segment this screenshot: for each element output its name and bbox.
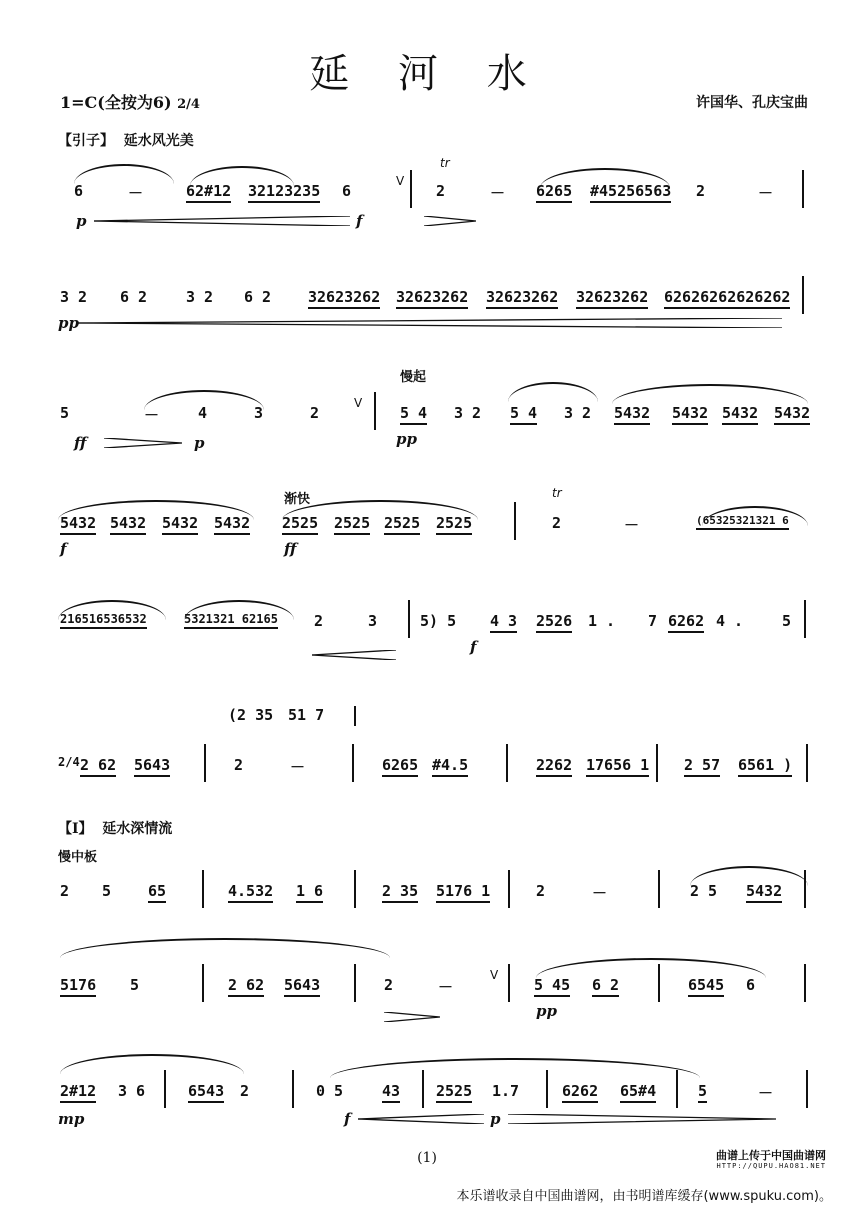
note: 0 5: [316, 1082, 344, 1100]
decrescendo-hairpin: [358, 1114, 484, 1122]
barline: [354, 706, 356, 726]
note: 32623262: [396, 288, 468, 309]
barline: [352, 744, 354, 782]
note: 6561 ): [738, 756, 792, 777]
note: 2: [314, 612, 324, 630]
note: 7: [648, 612, 658, 630]
barline: [410, 170, 412, 208]
note: 5432: [614, 404, 650, 425]
note: 2: [696, 182, 706, 200]
note: 5) 5: [420, 612, 457, 630]
note: 2525: [334, 514, 370, 535]
watermark-line-1: 曲谱上传于中国曲谱网: [716, 1149, 826, 1162]
note: (65325321321 6: [696, 514, 789, 530]
breath-mark: V: [490, 968, 499, 982]
note: 2 5: [690, 882, 718, 900]
decrescendo-hairpin: [312, 650, 396, 658]
slur: [58, 500, 254, 520]
note: 6543: [188, 1082, 224, 1103]
barline: [802, 276, 804, 314]
note: 5432: [162, 514, 198, 535]
score-line-6: [58, 756, 814, 786]
note: 2525: [436, 514, 472, 535]
tempo-slow-start: 慢起: [400, 370, 427, 385]
note: 4: [198, 404, 208, 422]
barline: [802, 170, 804, 208]
barline: [354, 870, 356, 908]
dynamic-pp: pp: [396, 430, 417, 448]
dynamic-ff: ff: [284, 540, 297, 558]
note: 32623262: [308, 288, 380, 309]
barline: [202, 964, 204, 1002]
note: 3 2: [186, 288, 214, 306]
barline: [292, 1070, 294, 1108]
note: 5176: [60, 976, 96, 997]
note: 2 62: [228, 976, 264, 997]
slur: [60, 938, 390, 958]
slur: [330, 1058, 700, 1078]
slur: [702, 506, 808, 526]
dynamic-f: f: [344, 1110, 351, 1128]
note: 6 2: [592, 976, 619, 997]
section-1-heading: [58, 818, 172, 838]
slur: [536, 958, 766, 978]
note: 2: [60, 882, 70, 900]
slur: [690, 866, 808, 886]
note: 1 .: [588, 612, 616, 630]
note: 2262: [536, 756, 572, 777]
note: 1 6: [296, 882, 323, 903]
footer-note: 本乐谱收录自中国曲谱网，由书明谱库缓存(www.spuku.com)。: [456, 1189, 832, 1204]
note: 6262: [668, 612, 704, 633]
section-1-subtitle: 延水深情流: [102, 821, 173, 837]
note: 5: [698, 1082, 707, 1103]
note: －: [592, 884, 608, 902]
slur: [74, 164, 174, 184]
note: 32623262: [486, 288, 558, 309]
note: －: [144, 406, 160, 424]
note: 5432: [110, 514, 146, 535]
note: 2525: [436, 1082, 472, 1103]
piece-title: 延 河 水: [309, 51, 545, 97]
note: 5 4: [400, 404, 427, 425]
slur: [184, 600, 294, 620]
note: 2#12: [60, 1082, 96, 1103]
tempo-moderato: 慢中板: [58, 850, 98, 865]
note: 2 62: [80, 756, 116, 777]
note: #4.5: [432, 756, 468, 777]
note: 2 57: [684, 756, 720, 777]
note: 2: [310, 404, 320, 422]
note: 5432: [774, 404, 810, 425]
time-signature: 2/4: [177, 97, 200, 112]
note: 65: [148, 882, 166, 903]
breath-mark: V: [396, 174, 405, 188]
note: 51 7: [288, 706, 325, 724]
barline: [354, 964, 356, 1002]
note: －: [128, 184, 144, 202]
note: 3 6: [118, 1082, 146, 1100]
note: 32623262: [576, 288, 648, 309]
note: 3 2: [60, 288, 88, 306]
note: 3 2: [454, 404, 482, 422]
note: 6 2: [120, 288, 148, 306]
dynamic-mp: mp: [58, 1110, 85, 1128]
score-line-7: [58, 882, 814, 912]
note: 5321321 62165: [184, 612, 278, 629]
note: 32123235: [248, 182, 320, 203]
barline: [508, 964, 510, 1002]
watermark-line-2: HTTP://QUPU.HAO81.NET: [716, 1162, 826, 1170]
note: 5643: [284, 976, 320, 997]
barline: [806, 744, 808, 782]
note: 5176 1: [436, 882, 490, 903]
note: 65#4: [620, 1082, 656, 1103]
barline: [508, 870, 510, 908]
note: －: [290, 758, 306, 776]
note: #45256563: [590, 182, 671, 203]
note: 5: [130, 976, 140, 994]
slur: [282, 500, 478, 520]
dynamic-p: p: [194, 434, 205, 452]
note: 4 .: [716, 612, 744, 630]
intro-heading: [58, 130, 194, 150]
slur: [144, 390, 264, 410]
key-text: 1=C(全按为6): [60, 93, 172, 112]
slur: [58, 600, 166, 620]
note: 216516536532: [60, 612, 147, 629]
note: 5432: [746, 882, 782, 903]
note: 5432: [672, 404, 708, 425]
note: 6: [746, 976, 756, 994]
score-line-1: [58, 156, 814, 212]
note: 62626262626262: [664, 288, 790, 309]
note: 6545: [688, 976, 724, 997]
barline: [408, 600, 410, 638]
note: 5 4: [510, 404, 537, 425]
note: 2: [240, 1082, 250, 1100]
note: 5643: [134, 756, 170, 777]
note: 2: [234, 756, 244, 774]
crescendo-hairpin: [94, 216, 350, 224]
note: 6265: [536, 182, 572, 203]
dynamic-p: p: [490, 1110, 501, 1128]
crescendo-hairpin: [78, 318, 782, 326]
time-signature-change: 2/4: [58, 755, 80, 769]
note: 4 3: [490, 612, 517, 633]
barline: [204, 744, 206, 782]
note: 2: [384, 976, 394, 994]
note: 2: [436, 182, 446, 200]
barline: [804, 600, 806, 638]
note: 43: [382, 1082, 400, 1103]
dynamic-pp: pp: [58, 314, 79, 332]
note: 6 2: [244, 288, 272, 306]
dynamic-p: p: [76, 212, 87, 230]
note: 3 2: [564, 404, 592, 422]
barline: [164, 1070, 166, 1108]
note: 5432: [60, 514, 96, 535]
section-1-label: 【I】: [58, 821, 93, 837]
barline: [374, 392, 376, 430]
note: 2: [536, 882, 546, 900]
note: 62#12: [186, 182, 231, 203]
barline: [656, 744, 658, 782]
barline: [806, 1070, 808, 1108]
note: －: [624, 516, 640, 534]
note: 6: [342, 182, 352, 200]
barline: [202, 870, 204, 908]
note: 4.532: [228, 882, 273, 903]
note: 5: [782, 612, 792, 630]
dynamic-f: f: [60, 540, 67, 558]
note: 5432: [722, 404, 758, 425]
decrescendo-hairpin: [424, 216, 476, 224]
crescendo-hairpin: [104, 438, 182, 446]
tempo-accel: 渐快: [284, 492, 311, 507]
dynamic-pp: pp: [536, 1002, 557, 1020]
dynamic-f: f: [470, 638, 477, 656]
intro-label: 【引子】: [58, 133, 114, 149]
trill-mark: tr: [440, 156, 450, 170]
note: 2525: [282, 514, 318, 535]
note: 5: [102, 882, 112, 900]
note: (2 35: [228, 706, 274, 724]
slur: [190, 166, 294, 186]
intro-subtitle: 延水风光美: [123, 133, 194, 149]
note: 6265: [382, 756, 418, 777]
note: 6262: [562, 1082, 598, 1103]
barline: [804, 964, 806, 1002]
slur: [612, 384, 808, 404]
decrescendo-hairpin: [508, 1114, 776, 1122]
note: 6: [74, 182, 84, 200]
barline: [804, 870, 806, 908]
score-line-6-upper: [58, 706, 814, 736]
note: 2 35: [382, 882, 418, 903]
note: 1.7: [492, 1082, 520, 1100]
score-line-8: [58, 968, 814, 1006]
composer-credit: 许国华、孔庆宝曲: [696, 95, 808, 111]
slur: [508, 382, 598, 402]
score-line-2: [58, 288, 814, 318]
barline: [658, 870, 660, 908]
note: 5: [60, 404, 70, 422]
trill-mark: tr: [552, 486, 562, 500]
slur: [60, 1054, 244, 1074]
barline: [514, 502, 516, 540]
dynamic-f: f: [356, 212, 363, 230]
note: －: [758, 1084, 774, 1102]
note: 2525: [384, 514, 420, 535]
barline: [506, 744, 508, 782]
note: －: [758, 184, 774, 202]
note: －: [490, 184, 506, 202]
note: 3: [254, 404, 264, 422]
dynamic-ff: ff: [74, 434, 87, 452]
score-line-5: [58, 612, 814, 642]
note: 5 45: [534, 976, 570, 997]
key-signature: [60, 90, 200, 113]
score-line-9: [58, 1082, 814, 1112]
note: －: [438, 978, 454, 996]
decrescendo-hairpin: [384, 1012, 440, 1020]
note: 2: [552, 514, 562, 532]
note: 17656 1: [586, 756, 649, 777]
note: 5432: [214, 514, 250, 535]
note: 3: [368, 612, 378, 630]
slur: [540, 168, 670, 188]
breath-mark: V: [354, 396, 363, 410]
page-number: (1): [417, 1150, 437, 1166]
note: 2526: [536, 612, 572, 633]
